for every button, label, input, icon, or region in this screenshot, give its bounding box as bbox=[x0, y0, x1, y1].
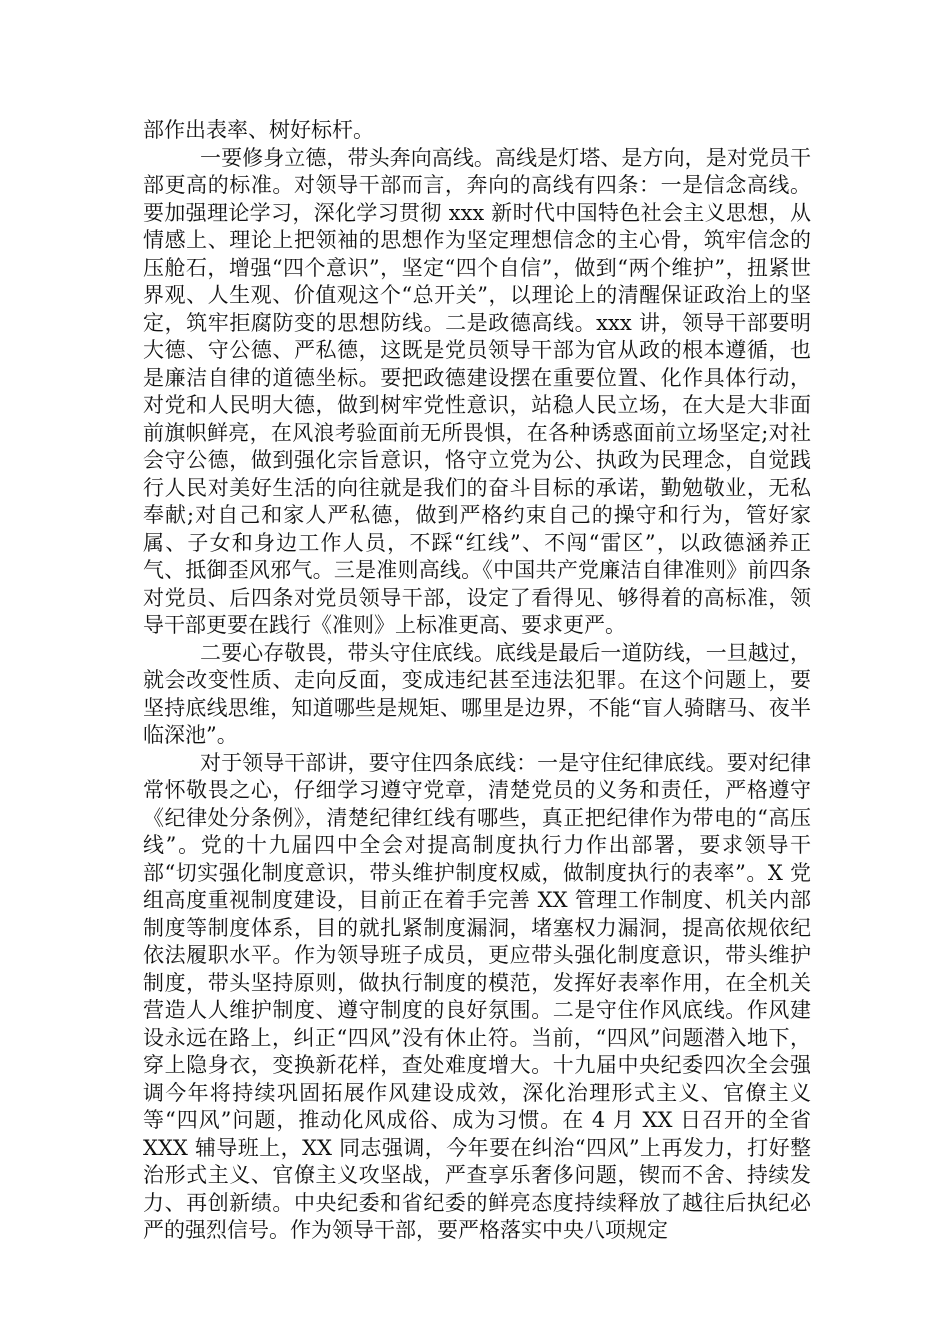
document-body bbox=[143, 117, 811, 1245]
paragraph-bottom-line-intro: 二要心存敬畏，带头守住底线。底线是最后一道防线，一旦越过，就会改变性质、走向反面，变成违纪甚至违法犯罪。在这个问题上，要坚持底线思维，知道哪些是规矩、哪里是边界，不能“盲人骑瞎马、夜半临深池”。 bbox=[143, 640, 811, 747]
paragraph-bottom-line-details: 对于领导干部讲，要守住四条底线：一是守住纪律底线。要对纪律常怀敬畏之心，仔细学习遵守党章，清楚党员的义务和责任，严格遵守《纪律处分条例》，清楚纪律红线有哪些，真正把纪律作为带电的“高压线”。党的十九届四中全会对提高制度执行力作出部署，要求领导干部“切实强化制度意识，带头维护制度权威，做制度执行的表率”。X 党组高度重视制度建设，目前正在着手完善 XX 管理工作制度、机关内部制度等制度体系，目的就扎紧制度漏洞，堵塞权力漏洞，提高依规依纪依法履职水平。作为领导班子成员，更应带头强化制度意识，带头维护制度，带头坚持原则，做执行制度的模范，发挥好表率作用，在全机关营造人人维护制度、遵守制度的良好氛围。二是守住作风底线。作风建设永远在路上，纠正“四风”没有休止符。当前，“四风”问题潜入地下，穿上隐身衣，变换新花样，查处难度增大。十九届中央纪委四次全会强调今年将持续巩固拓展作风建设成效，深化治理形式主义、官僚主义等“四风”问题，推动化风成俗、成为习惯。在 4 月 XX 日召开的全省 XXX 辅导班上，XX 同志强调，今年要在纠治“四风”上再发力，打好整治形式主义、官僚主义攻坚战，严查享乐奢侈问题，锲而不舍、持续发力、再创新绩。中央纪委和省纪委的鲜亮态度持续释放了越往后执纪必严的强烈信号。作为领导干部，要严格落实中央八项规定 bbox=[143, 750, 811, 1242]
paragraph-high-line: 一要修身立德，带头奔向高线。高线是灯塔、是方向，是对党员干部更高的标准。对领导干部而言，奔向的高线有四条：一是信念高线。要加强理论学习，深化学习贯彻 xxx 新时代中国特色社会主义思想，从情感上、理论上把领袖的思想作为坚定理想信念的主心骨，筑牢信念的压舱石，增强“四个意识”，坚定“四个自信”，做到“两个维护”，扭紧世界观、人生观、价值观这个“总开关”，以理论上的清醒保证政治上的坚定，筑牢拒腐防变的思想防线。二是政德高线。xxx 讲，领导干部要明大德、守公德、严私德，这既是党员领导干部为官从政的根本遵循，也是廉洁自律的道德坐标。要把政德建设摆在重要位置、化作具体行动，对党和人民明大德，做到树牢党性意识，站稳人民立场，在大是大非面前旗帜鲜亮，在风浪考验面前无所畏惧，在各种诱惑面前立场坚定;对社会守公德，做到强化宗旨意识，恪守立党为公、执政为民理念，自觉践行人民对美好生活的向往就是我们的奋斗目标的承诺，勤勉敬业，无私奉献;对自己和家人严私德，做到严格约束自己的操守和行为，管好家属、子女和身边工作人员，不踩“红线”、不闯“雷区”，以政德涵养正气、抵御歪风邪气。三是准则高线。《中国共产党廉洁自律准则》前四条对党员、后四条对党员领导干部，设定了看得见、够得着的高标准，领导干部更要在践行《准则》上标准更高、要求更严。 bbox=[143, 145, 811, 637]
paragraph-continuation: 部作出表率、树好标杆。 bbox=[143, 118, 374, 142]
